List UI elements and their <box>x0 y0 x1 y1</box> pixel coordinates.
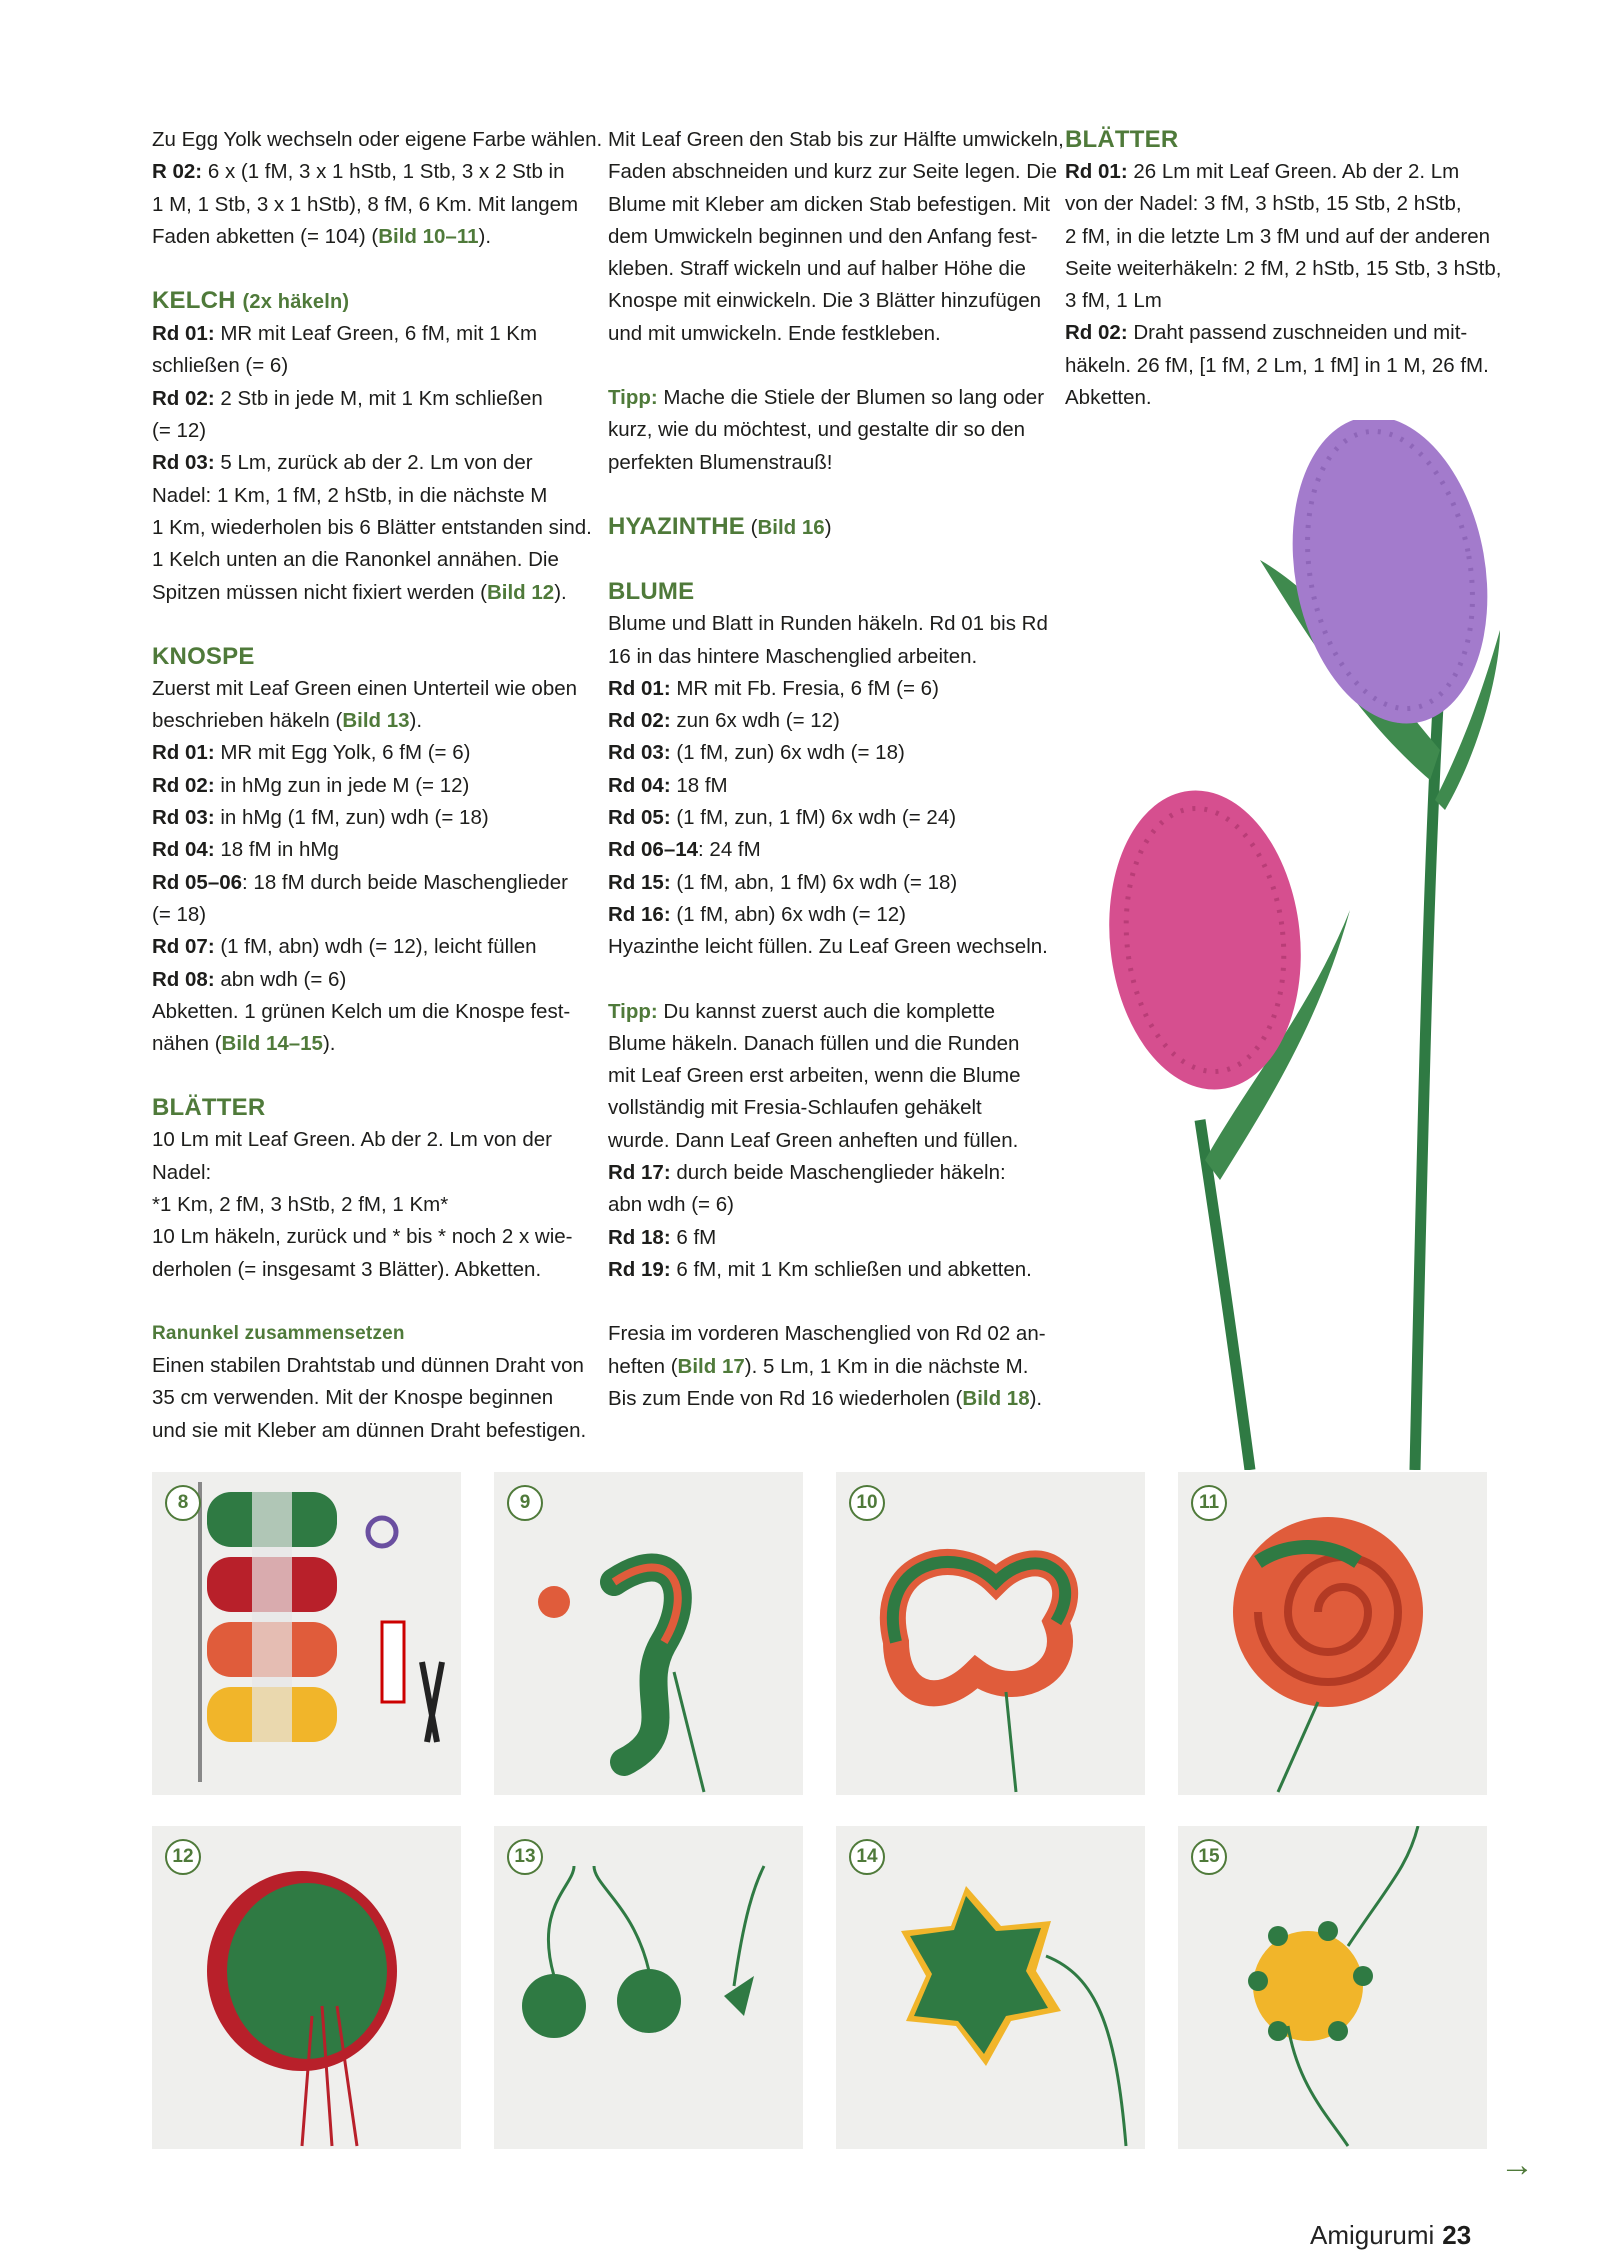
tip-label: Tipp: <box>608 386 658 410</box>
round-text: zun 6x wdh (= 12) <box>676 709 840 733</box>
hyacinth-illustration <box>1080 420 1520 1470</box>
image-reference: Bild 14–15 <box>221 1032 323 1056</box>
text-line: Bis zum Ende von Rd 16 wiederholen ( <box>608 1386 963 1410</box>
text-line: beschrieben häkeln ( <box>152 709 343 733</box>
text-line: Nadel: 1 Km, 1 fM, 2 hStb, in die nächste M <box>152 483 548 507</box>
round-row <box>152 737 592 769</box>
photo-number-badge: 9 <box>507 1485 543 1521</box>
round-text: MR mit Egg Yolk, 6 fM (= 6) <box>220 741 471 765</box>
round-label: Rd 01: <box>1065 160 1128 183</box>
photo-13 <box>494 1826 803 2149</box>
sepals-photo-icon <box>494 1826 803 2149</box>
text-line: Abketten. 1 grünen Kelch um die Knospe fest- <box>152 999 571 1023</box>
text-line: derholen (= insgesamt 3 Blätter). Abketten. <box>152 1257 542 1281</box>
photo-10 <box>836 1472 1145 1795</box>
round-row <box>608 705 1048 737</box>
round-label: R 02: <box>152 160 203 184</box>
text-tail: ) <box>824 515 832 539</box>
round-row <box>152 931 592 963</box>
column-3 <box>1065 124 1505 446</box>
hyacinth-photo <box>1080 420 1520 1470</box>
text-line: 1 Km, wiederholen bis 6 Blätter entstanden sind. <box>152 515 592 539</box>
text-line: 35 cm verwenden. Mit der Knospe beginnen <box>152 1386 554 1410</box>
round-label: Rd 03: <box>152 806 215 830</box>
text-line: vollständig mit Fresia-Schlaufen gehäkelt <box>608 1096 982 1120</box>
round-row <box>152 834 592 866</box>
tip-box-2 <box>608 996 1048 1287</box>
heading-sub: (2x häkeln) <box>242 291 350 314</box>
text-line: Knospe mit einwickeln. Die 3 Blätter hinzufügen <box>608 289 1042 313</box>
image-reference: Bild 18 <box>962 1386 1030 1410</box>
photo-number-badge: 15 <box>1191 1839 1227 1875</box>
section-heading: HYAZINTHE <box>608 512 745 540</box>
column-1 <box>152 124 603 1479</box>
round-row <box>608 1157 1048 1189</box>
image-reference: Bild 16 <box>757 515 825 539</box>
round-label: Rd 16: <box>608 902 671 926</box>
photo-9 <box>494 1472 803 1795</box>
photo-15 <box>1178 1826 1487 2149</box>
round-label: Rd 03: <box>152 451 215 475</box>
round-text: (1 fM, zun) 6x wdh (= 18) <box>676 741 905 765</box>
column-2 <box>608 124 1064 1447</box>
assembly-paragraph <box>608 124 1064 350</box>
round-label: Rd 03: <box>608 741 671 765</box>
round-text: durch beide Maschenglieder häkeln: <box>676 1161 1006 1185</box>
image-reference: Bild 17 <box>677 1354 745 1378</box>
round-text: : 18 fM durch beide Maschenglieder <box>242 870 568 894</box>
round-row <box>608 1254 1048 1286</box>
text-tail: ). <box>1029 1386 1043 1410</box>
text-line: ). 5 Lm, 1 Km in die nächste M. <box>744 1354 1029 1378</box>
text-line: dem Umwickeln beginnen und den Anfang fest- <box>608 224 1038 248</box>
round-text: (1 fM, abn) 6x wdh (= 12) <box>676 902 906 926</box>
materials-photo-icon <box>152 1472 461 1795</box>
page-footer <box>1310 2220 1490 2260</box>
next-page-arrow-icon[interactable]: → <box>1500 2146 1534 2184</box>
round-label: Rd 17: <box>608 1161 671 1185</box>
image-reference: Bild 12 <box>486 580 555 604</box>
round-text: (1 fM, zun, 1 fM) 6x wdh (= 24) <box>676 806 957 830</box>
text-line: Blume häkeln. Danach füllen und die Runden <box>608 1031 1020 1055</box>
section-heading: Ranunkel zusammensetzen <box>152 1322 405 1344</box>
section-heading <box>152 285 592 318</box>
stem-lilac <box>1415 670 1440 1470</box>
text-tail: ). <box>554 580 567 604</box>
photo-14 <box>836 1826 1145 2149</box>
round-label: Rd 04: <box>608 773 671 797</box>
text-line: häkeln. 26 fM, [1 fM, 2 Lm, 1 fM] in 1 M, 26 fM. <box>1065 353 1489 377</box>
text-line: 26 Lm mit Leaf Green. Ab der 2. Lm <box>1133 160 1460 183</box>
text-line: 3 fM, 1 Lm <box>1065 289 1162 313</box>
round-label: Rd 01: <box>152 741 215 765</box>
round-label: Rd 02: <box>152 386 215 410</box>
text-line: 16 in das hintere Maschenglied arbeiten. <box>608 644 978 668</box>
text-line: mit Leaf Green erst arbeiten, wenn die Blume <box>608 1064 1021 1088</box>
kelch-section <box>152 285 592 609</box>
text-line: und mit umwickeln. Ende festkleben. <box>608 321 941 345</box>
photo-number-badge: 12 <box>165 1839 201 1875</box>
round-text: MR mit Fb. Fresia, 6 fM (= 6) <box>676 676 939 700</box>
round-label: Rd 02: <box>152 773 215 797</box>
tip-label: Tipp: <box>608 999 658 1023</box>
hyazinthe-heading-block <box>608 511 1048 544</box>
section-heading: BLUME <box>608 578 695 606</box>
round-label: Rd 06–14 <box>608 838 699 862</box>
photo-11 <box>1178 1472 1487 1795</box>
text-line: kleben. Straff wickeln und auf halber Höhe die <box>608 257 1026 281</box>
round-text: abn wdh (= 6) <box>220 967 347 991</box>
text-line: Du kannst zuerst auch die komplette <box>663 999 996 1023</box>
section-heading: KNOSPE <box>152 642 255 670</box>
text-line: Hyazinthe leicht füllen. Zu Leaf Green wechseln. <box>608 935 1048 959</box>
round-text: (= 18) <box>152 902 207 926</box>
base-disc-photo-icon <box>152 1826 461 2149</box>
round-text: in hMg (1 fM, zun) wdh (= 18) <box>220 806 489 830</box>
text-line: (= 12) <box>152 419 207 443</box>
text-line: von der Nadel: 3 fM, 3 hStb, 15 Stb, 2 hStb, <box>1065 192 1462 216</box>
round-text: in hMg zun in jede M (= 12) <box>220 773 470 797</box>
round-row <box>152 867 592 899</box>
stem-pink <box>1200 1120 1250 1470</box>
round-row <box>608 802 1048 834</box>
text-line: 1 M, 1 Stb, 3 x 1 hStb), 8 fM, 6 Km. Mit langem <box>152 192 579 216</box>
lilac-flower-head <box>1270 420 1511 739</box>
magazine-title: Amigurumi <box>1310 2220 1435 2250</box>
crochet-strip-photo-icon <box>494 1472 803 1795</box>
text-line: Fresia im vorderen Maschenglied von Rd 02 an- <box>608 1322 1046 1346</box>
round-label: Rd 02: <box>1065 321 1128 345</box>
round-text: : 24 fM <box>698 838 761 862</box>
knospe-section <box>152 641 592 1061</box>
section-heading: BLÄTTER <box>1065 126 1179 153</box>
blume-section <box>608 576 1048 963</box>
round-label: Rd 18: <box>608 1225 671 1249</box>
round-text: 18 fM <box>676 773 728 797</box>
photo-number-badge: 11 <box>1191 1485 1227 1521</box>
round-label: Rd 15: <box>608 870 671 894</box>
round-text: 18 fM in hMg <box>220 838 339 862</box>
text-line: 2 Stb in jede M, mit 1 Km schließen <box>220 386 543 410</box>
text-line: Abketten. <box>1065 386 1152 410</box>
text-line: Blume mit Kleber am dicken Stab befestigen. Mit <box>608 192 1051 216</box>
finished-bud-photo-icon <box>1178 1826 1487 2149</box>
text-line: Blume und Blatt in Runden häkeln. Rd 01 bis Rd <box>608 612 1048 636</box>
image-reference: Bild 13 <box>342 709 410 733</box>
text-line: schließen (= 6) <box>152 354 289 378</box>
text-line: kurz, wie du möchtest, und gestalte dir so den <box>608 418 1026 442</box>
text-line: Mache die Stiele der Blumen so lang oder <box>663 386 1045 410</box>
text-line: *1 Km, 2 fM, 3 hStb, 2 fM, 1 Km* <box>152 1193 449 1217</box>
photo-8 <box>152 1472 461 1795</box>
text-line: Seite weiterhäkeln: 2 fM, 2 hStb, 15 Stb, 3 hStb, <box>1065 256 1502 280</box>
round-row <box>608 899 1048 931</box>
text-line: Zuerst mit Leaf Green einen Unterteil wie oben <box>152 676 578 700</box>
heading-text: KELCH <box>152 287 236 315</box>
ranunkel-section <box>152 1318 592 1447</box>
text-line: wurde. Dann Leaf Green anheften und füllen. <box>608 1128 1019 1152</box>
round-label: Rd 04: <box>152 838 215 862</box>
page-number: 23 <box>1442 2220 1472 2250</box>
text-line: 1 Kelch unten an die Ranonkel annähen. Die <box>152 548 559 572</box>
text-tail: ( <box>750 515 758 539</box>
text-tail: ). <box>322 1032 336 1056</box>
photo-number-badge: 13 <box>507 1839 543 1875</box>
text-line: 10 Lm häkeln, zurück und * bis * noch 2 x wie- <box>152 1225 573 1249</box>
round-row <box>152 964 592 996</box>
round-label: Rd 07: <box>152 935 215 959</box>
section-heading: BLÄTTER <box>152 1094 266 1122</box>
photo-number-badge: 10 <box>849 1485 885 1521</box>
round-row <box>152 770 592 802</box>
round-row <box>608 834 1048 866</box>
text-line: Nadel: <box>152 1160 212 1184</box>
photo-number-badge: 14 <box>849 1839 885 1875</box>
round-row <box>608 737 1048 769</box>
ruffle-photo-icon <box>836 1472 1145 1795</box>
text-line: MR mit Leaf Green, 6 fM, mit 1 Km <box>220 322 538 346</box>
round-row <box>608 673 1048 705</box>
tip-box-1 <box>608 382 1048 479</box>
intro-paragraph <box>152 124 603 253</box>
round-label: Rd 19: <box>608 1257 671 1281</box>
round-text: 6 fM, mit 1 Km schließen und abketten. <box>676 1257 1032 1281</box>
rolled-flower-photo-icon <box>1178 1472 1487 1795</box>
photo-12 <box>152 1826 461 2149</box>
text-line: Mit Leaf Green den Stab bis zur Hälfte umwickeln, <box>608 128 1064 151</box>
text-line: Faden abketten (= 104) ( <box>152 224 379 248</box>
text-tail: ). <box>478 224 492 248</box>
text-line: Faden abschneiden und kurz zur Seite legen. Die <box>608 160 1058 184</box>
round-text: (1 fM, abn) wdh (= 12), leicht füllen <box>220 935 537 959</box>
text-line: 6 x (1 fM, 3 x 1 hStb, 1 Stb, 3 x 2 Stb in <box>207 160 565 184</box>
round-label: Rd 02: <box>608 709 671 733</box>
photo-number-badge: 8 <box>165 1485 201 1521</box>
text-line: Einen stabilen Drahtstab und dünnen Draht von <box>152 1353 584 1377</box>
text-line: nähen ( <box>152 1032 222 1056</box>
image-reference: Bild 10–11 <box>378 224 479 248</box>
round-label: Rd 01: <box>152 322 215 346</box>
round-label: Rd 05–06 <box>152 870 243 894</box>
text-line: 2 fM, in die letzte Lm 3 fM und auf der anderen <box>1065 224 1491 248</box>
round-text: (1 fM, abn, 1 fM) 6x wdh (= 18) <box>676 870 958 894</box>
round-row <box>608 770 1048 802</box>
text-tail: ). <box>409 709 423 733</box>
round-text: abn wdh (= 6) <box>608 1193 734 1217</box>
text-line: und sie mit Kleber am dünnen Draht befestigen. <box>152 1418 587 1442</box>
round-row <box>152 802 592 834</box>
text-line: 5 Lm, zurück ab der 2. Lm von der <box>220 451 533 475</box>
round-label: Rd 08: <box>152 967 215 991</box>
fresia-paragraph <box>608 1318 1048 1415</box>
text-line: Draht passend zuschneiden und mit- <box>1133 321 1468 345</box>
round-label: Rd 01: <box>608 676 671 700</box>
text-line: Zu Egg Yolk wechseln oder eigene Farbe wählen. <box>152 128 603 151</box>
bud-with-sepal-photo-icon <box>836 1826 1145 2149</box>
blaetter-section-2 <box>1065 124 1505 414</box>
round-row <box>608 867 1048 899</box>
text-line: heften ( <box>608 1354 678 1378</box>
text-line: Spitzen müssen nicht fixiert werden ( <box>152 580 487 604</box>
text-line: 10 Lm mit Leaf Green. Ab der 2. Lm von der <box>152 1128 552 1152</box>
blaetter-section-1 <box>152 1092 592 1285</box>
text-line: perfekten Blumenstrauß! <box>608 450 833 474</box>
round-row <box>608 1222 1048 1254</box>
round-label: Rd 05: <box>608 806 671 830</box>
round-text: 6 fM <box>676 1225 717 1249</box>
